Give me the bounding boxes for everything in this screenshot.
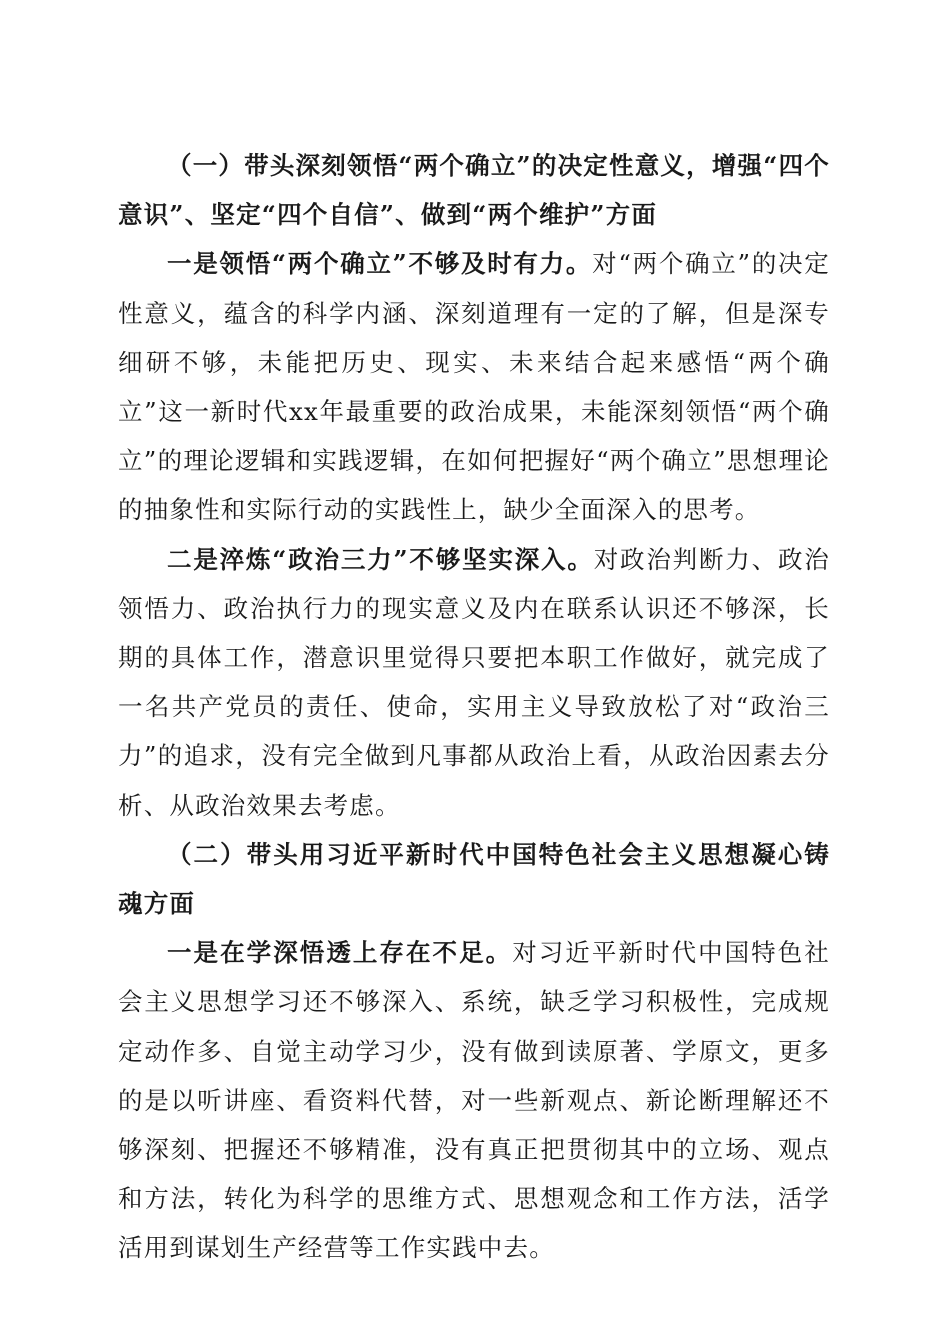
- paragraph-1-1: [118, 239, 830, 534]
- paragraph-1-2: [118, 535, 830, 830]
- paragraph-lead: 一是领悟“两个确立”不够及时有力。: [167, 249, 593, 279]
- document-body: [118, 141, 830, 1273]
- section-heading-1: （一）带头深刻领悟“两个确立”的决定性意义，增强“四个意识”、坚定“四个自信”、做到“两个维护”方面: [118, 151, 830, 230]
- paragraph-lead: 二是淬炼“政治三力”不够坚实深入。: [167, 544, 594, 574]
- paragraph-text: 对“两个确立”的决定性意义，蕴含的科学内涵、深刻道理有一定的了解，但是深专细研不够，未能把历史、现实、未来结合起来感悟“两个确立”这一新时代xx年最重要的政治成果，未能深刻领悟“两个确立”的理论逻辑和实践逻辑，在如何把握好“两个确立”思想理论的抽象性和实际行动的实践性上，缺少全面深入的思考。: [118, 249, 830, 525]
- section-heading-2: （二）带头用习近平新时代中国特色社会主义思想凝心铸魂方面: [118, 839, 830, 919]
- paragraph-lead: 一是在学深悟透上存在不足。: [167, 938, 513, 968]
- paragraph-text: 对政治判断力、政治领悟力、政治执行力的现实意义及内在联系认识还不够深，长期的具体工作，潜意识里觉得只要把本职工作做好，就完成了一名共产党员的责任、使命，实用主义导致放松了对“政治三力”的追求，没有完全做到凡事都从政治上看，从政治因素去分析、从政治效果去考虑。: [118, 544, 830, 820]
- paragraph-2-1: [118, 928, 830, 1272]
- paragraph-text: 对习近平新时代中国特色社会主义思想学习还不够深入、系统，缺乏学习积极性，完成规定动作多、自觉主动学习少，没有做到读原著、学原文，更多的是以听讲座、看资料代替，对一些新观点、新论断理解还不够深刻、把握还不够精准，没有真正把贯彻其中的立场、观点和方法，转化为科学的思维方式、思想观念和工作方法，活学活用到谋划生产经营等工作实践中去。: [118, 938, 830, 1263]
